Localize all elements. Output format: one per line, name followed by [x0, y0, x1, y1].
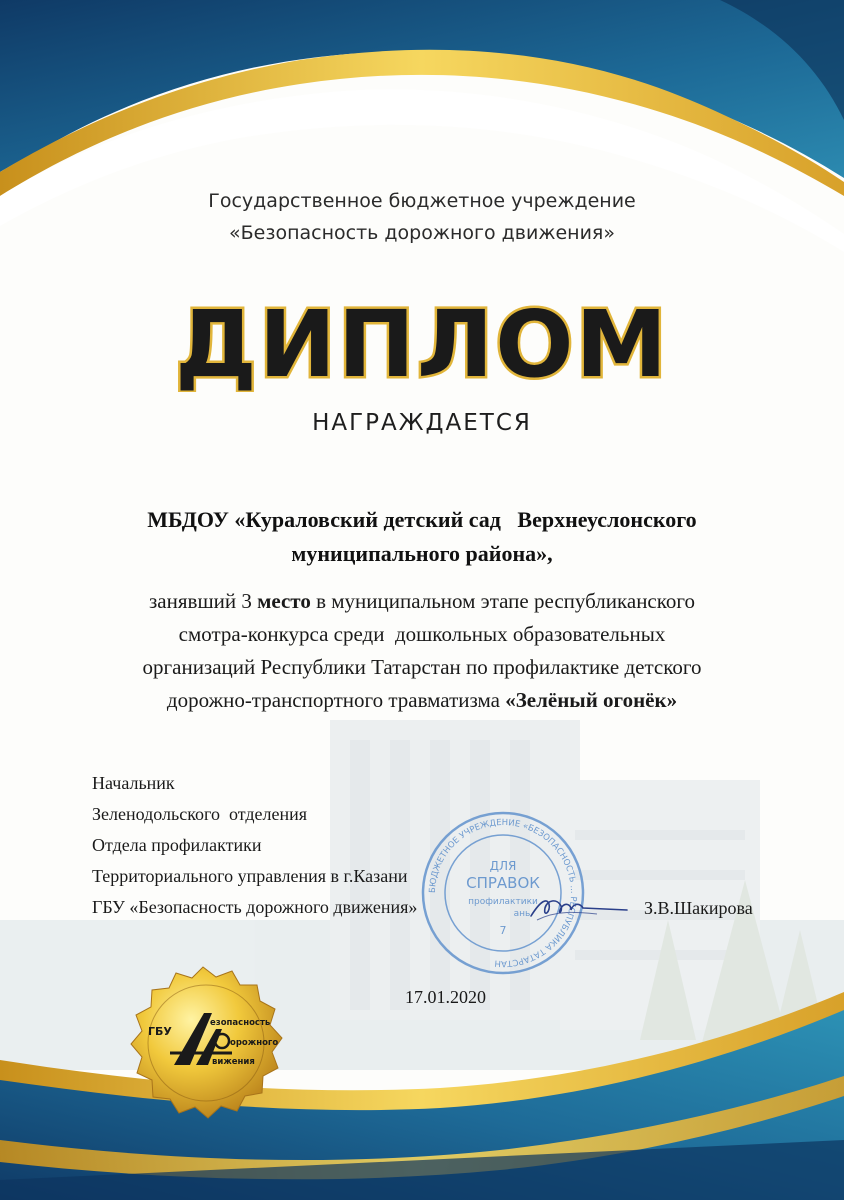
citation-line-4 — [0, 684, 844, 717]
recipient-line-1: МБДОУ «Кураловский детский сад Верхнеуслонского — [147, 507, 697, 532]
stamp-number: 7 — [499, 924, 507, 937]
issuer-block — [0, 185, 844, 249]
issuer-line-2: «Безопасность дорожного движения» — [229, 222, 615, 244]
citation-line-2: смотра-конкурса среди дошкольных образовательных — [178, 622, 666, 646]
competition-name: «Зелёный огонёк» — [505, 688, 678, 712]
citation-block — [0, 585, 844, 717]
recipient-line-2: муниципального района», — [291, 541, 553, 566]
signer-name: З.В.Шакирова — [644, 898, 753, 918]
stamp-center-2: СПРАВОК — [466, 874, 540, 892]
recipient-block — [0, 503, 844, 571]
issuer-line-1: Государственное бюджетное учреждение — [208, 190, 636, 212]
handwritten-signature — [527, 890, 632, 924]
stamp-ring-text: БЮДЖЕТНОЕ УЧРЕЖДЕНИЕ «БЕЗОПАСНОСТЬ ... РЕСПУБЛИКА ТАТАРСТАН — [427, 817, 579, 969]
citation-line-1 — [0, 585, 844, 618]
citation-text: занявший 3 — [149, 589, 258, 613]
citation-emphasis: место — [257, 589, 311, 613]
signatory-line: Зеленодольского отделения — [92, 804, 308, 824]
stamp-center-3: профилактики — [468, 897, 538, 907]
signatory-line: Начальник — [92, 773, 175, 793]
seal-word-3: вижения — [212, 1057, 255, 1067]
signatory-line: ГБУ «Безопасность дорожного движения» — [92, 897, 418, 917]
seal-word-1: езопасность — [210, 1018, 271, 1028]
title-text: ДИПЛОМ — [174, 292, 670, 392]
seal-word-2: орожного — [230, 1038, 279, 1048]
stamp-center-1: ДЛЯ — [489, 859, 517, 873]
seal-prefix: ГБУ — [148, 1025, 172, 1038]
citation-line-3: организаций Республики Татарстан по профилактике детского — [142, 655, 702, 679]
signatory-line: Отдела профилактики — [92, 835, 262, 855]
awarded-label: НАГРАЖДАЕТСЯ — [312, 410, 532, 436]
signatory-line: Территориального управления в г.Казани — [92, 866, 408, 886]
citation-text: в муниципальном этапе республиканского — [310, 589, 695, 613]
signatory-block — [92, 768, 417, 923]
diploma-title — [0, 292, 844, 392]
citation-text: дорожно-транспортного травматизма — [166, 688, 506, 712]
stamp-center-4: ань — [513, 909, 531, 919]
gold-seal-logo — [112, 963, 294, 1133]
issue-date: 17.01.2020 — [405, 987, 486, 1007]
